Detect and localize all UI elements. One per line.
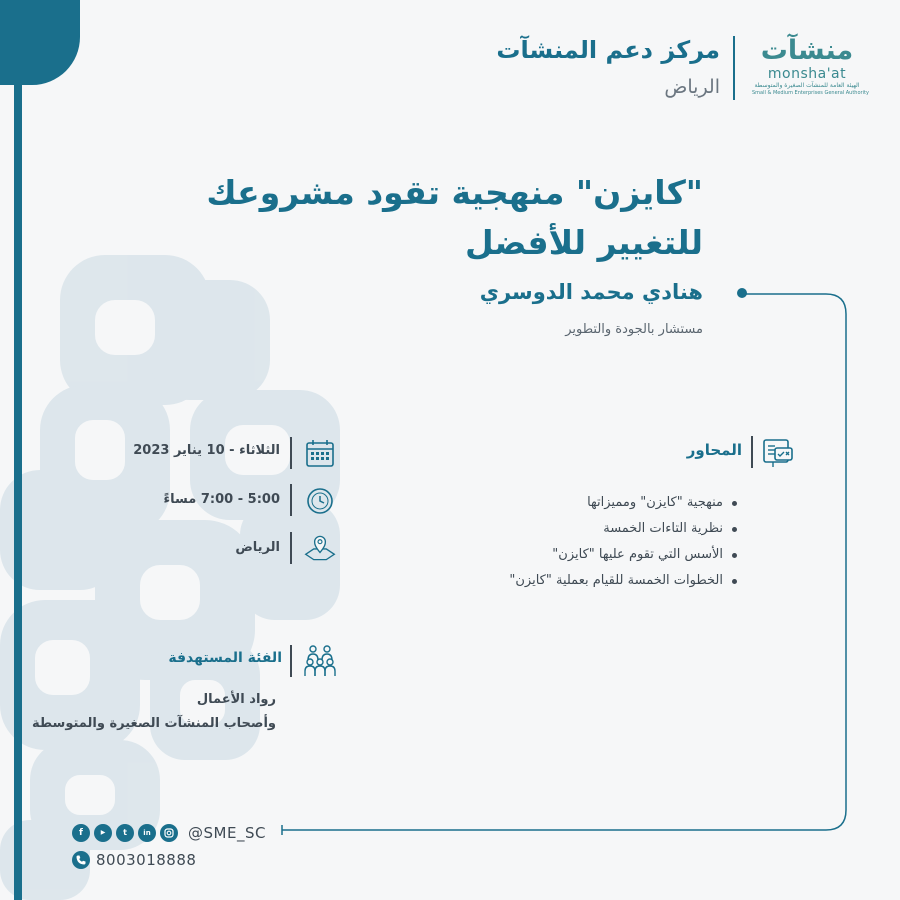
event-location: الرياض [235, 540, 280, 555]
twitter-icon[interactable]: t [116, 824, 134, 842]
agenda-item: الخطوات الخمسة للقيام بعملية "كايزن" [509, 568, 737, 594]
facebook-icon[interactable]: f [72, 824, 90, 842]
event-title: "كايزن" منهجية تقود مشروعك للتغيير للأفضل [206, 173, 703, 262]
speaker-role: مستشار بالجودة والتطوير [565, 322, 703, 337]
linkedin-icon[interactable]: in [138, 824, 156, 842]
agenda-item: منهجية "كايزن" ومميزاتها [509, 490, 737, 516]
agenda-item: نظرية التاءات الخمسة [509, 516, 737, 542]
left-accent-stripe [14, 0, 22, 900]
logo-subtitle-arabic: الهيئة العامة للمنشآت الصغيرة والمتوسطة [754, 82, 860, 89]
logo-subtitle-latin: Small & Medium Enterprises General Authority [752, 90, 869, 96]
clock-icon [303, 484, 337, 518]
agenda-heading: المحاور [686, 441, 742, 459]
map-pin-icon [303, 531, 337, 565]
people-group-icon [302, 643, 338, 679]
event-date: الثلاثاء - 10 يناير 2023 [133, 443, 280, 458]
org-name: مركز دعم المنشآت [496, 36, 720, 64]
agenda-item: الأسس التي تقوم عليها "كايزن" [509, 542, 737, 568]
agenda-divider [751, 436, 753, 468]
speaker-bullet [737, 288, 747, 298]
date-divider [290, 437, 292, 469]
phone-number[interactable]: 8003018888 [96, 851, 197, 869]
youtube-icon[interactable]: ▶ [94, 824, 112, 842]
location-divider [290, 532, 292, 564]
social-handle[interactable]: @SME_SC [188, 824, 266, 842]
event-time: 5:00 - 7:00 مساءً [163, 492, 280, 507]
speaker-name: هنادي محمد الدوسري [479, 280, 703, 304]
header-city: الرياض [664, 76, 720, 98]
audience-line-2: وأصحاب المنشآت الصغيرة والمتوسطة [32, 716, 276, 731]
calendar-icon [303, 437, 337, 471]
logo-arabic-text: منشآت [760, 35, 854, 66]
audience-line-1: رواد الأعمال [196, 692, 276, 707]
audience-divider [290, 645, 292, 677]
phone-icon [72, 851, 90, 869]
logo-latin-text: monsha'at [767, 66, 847, 82]
agenda-list [509, 490, 737, 594]
instagram-icon[interactable] [160, 824, 178, 842]
audience-heading: الفئة المستهدفة [168, 650, 282, 666]
checklist-icon [761, 436, 795, 470]
monshaat-logo [752, 35, 869, 106]
header-divider [733, 36, 735, 100]
time-divider [290, 484, 292, 516]
